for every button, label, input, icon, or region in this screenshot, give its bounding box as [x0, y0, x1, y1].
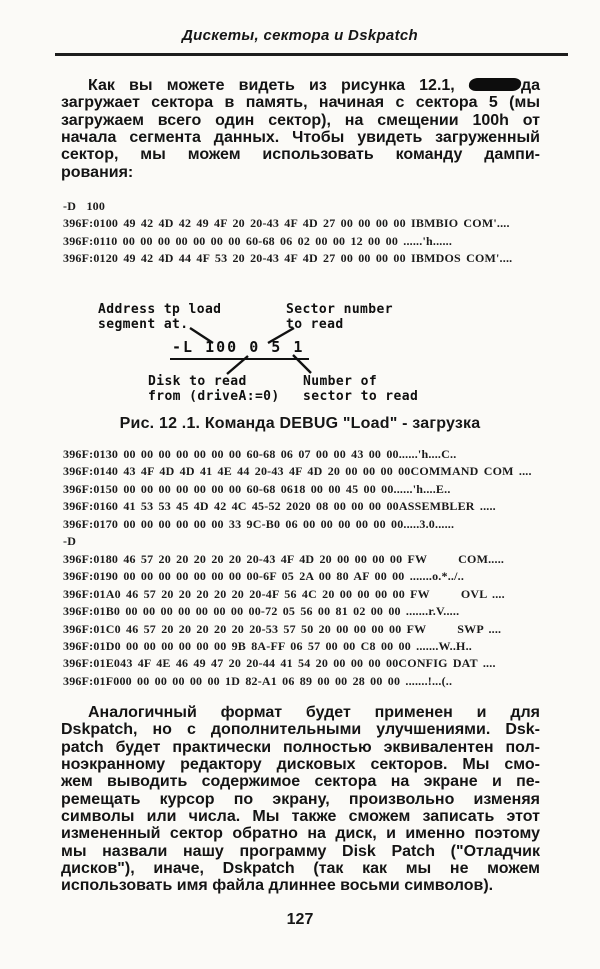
paragraph-line: загружает сектора в память, начиная с сектора 5 (мы: [61, 94, 540, 112]
hex-dump-lines: [63, 551, 532, 691]
paragraph-lines: [61, 94, 540, 181]
label-line: Number of: [303, 374, 378, 389]
hex-line: 396F:01C0 46 57 20 20 20 20 20 20-53 57 50 20 00 00 00 00 FW SWP ....: [63, 621, 502, 636]
label-disk-to-read: [148, 375, 280, 404]
paragraph-line: Dskpatch, но с дополнительными улучшениями. Dsk-: [61, 721, 540, 739]
debug-command: -D: [63, 534, 77, 549]
hex-line: 396F:01A0 46 57 20 20 20 20 20 20-4F 56 4C 20 00 00 00 00 FW OVL ....: [63, 586, 505, 601]
paragraph-line: ремещать курсор по экрану, произвольно изменяя: [61, 790, 540, 808]
label-line: from (driveA:=0): [148, 388, 280, 404]
label-number-of-sector: [303, 375, 418, 404]
hex-line: 396F:01D0 00 00 00 00 00 00 9B 8A-FF 06 57 00 00 C8 00 00 .......W..H..: [63, 638, 472, 653]
hex-dump-2: [63, 446, 532, 690]
hex-line: 396F:0100 49 42 4D 42 49 4F 20 20-43 4F 4D 27 00 00 00 00 IBMBIO COM'....: [63, 216, 510, 231]
hex-line: 396F:0140 43 4F 4D 4D 41 4E 44 20-43 4F 4D 20 00 00 00 00COMMAND COM ....: [63, 464, 532, 479]
paragraph-line: измененный сектор обратно на диск, и именно поэтому: [61, 825, 540, 843]
hex-line: 396F:0120 49 42 4D 44 4F 53 20 20-43 4F 4D 27 00 00 00 00 IBMDOS COM'....: [63, 251, 513, 266]
hex-line: 396F:0160 41 53 53 45 4D 42 4C 45-52 2020 08 00 00 00 00ASSEMBLER .....: [63, 499, 496, 514]
label-address-to-load: [98, 303, 221, 332]
hex-line: 396F:01B0 00 00 00 00 00 00 00 00-72 05 56 00 81 02 00 00 .......r.V.....: [63, 604, 460, 619]
paragraph-line: использовать имя файла длиннее восьми символов).: [61, 877, 494, 895]
paragraph-line: символы или числа. Мы также сможем записать этот: [61, 808, 540, 826]
label-sector-number: [286, 303, 393, 332]
debug-command: -D 100: [63, 199, 106, 213]
figure-caption: Рис. 12 .1. Команда DEBUG "Load" - загрузка: [119, 415, 481, 432]
paragraph-line: загружаем всего один сектор), на смещении 100h от: [61, 111, 540, 129]
paragraph-line: мы назвали нашу программу Disk Patch ("Отладчик: [61, 842, 540, 860]
hex-dump-lines: [63, 446, 532, 533]
hex-line: 396F:0190 00 00 00 00 00 00 00 00-6F 05 2A 00 80 AF 00 00 .......o.*../..: [63, 569, 465, 584]
label-line: to read: [286, 316, 344, 332]
paragraph-dskpatch: [61, 704, 540, 895]
hex-dump-lines: [63, 215, 512, 267]
paragraph-text: да: [520, 77, 540, 94]
hex-line: 396F:0170 00 00 00 00 00 00 33 9C-B0 06 00 00 00 00 00 00.....3.0......: [63, 516, 455, 531]
label-line: Sector number: [286, 302, 393, 317]
page-header: Дискеты, сектора и Dskpatch: [182, 27, 418, 44]
hex-line: 396F:01F000 00 00 00 00 00 1D 82-A1 06 89 00 00 28 00 00 .......!...(..: [63, 673, 453, 688]
header-rule: [55, 53, 568, 56]
hex-line: 396F:0130 00 00 00 00 00 00 00 60-68 06 07 00 00 43 00 00......'h....C..: [63, 447, 457, 461]
hex-line: 396F:0110 00 00 00 00 00 00 00 60-68 06 02 00 00 12 00 00 ......'h......: [63, 233, 453, 248]
paragraph-lines: [61, 704, 540, 895]
paragraph-line: рования:: [61, 163, 134, 181]
paragraph-intro: [61, 77, 540, 181]
ink-smudge: [468, 78, 522, 91]
page-number: 127: [286, 911, 314, 928]
paragraph-line: ноэкранному редактору дисковых секторов. Мы смо-: [61, 756, 540, 774]
paragraph-line: жем выводить содержимое сектора на экране и пе-: [61, 773, 540, 791]
paragraph-text: Как вы можете видеть из рисунка 12.1,: [88, 77, 455, 94]
label-line: sector to read: [303, 388, 419, 404]
hex-line: 396F:0180 46 57 20 20 20 20 20 20-43 4F 4D 20 00 00 00 00 FW COM.....: [63, 551, 505, 566]
paragraph-line: сектор, мы можем использовать команду дампи-: [61, 146, 540, 164]
hex-dump-1: [63, 198, 512, 268]
paragraph-line: начала сегмента данных. Чтобы увидеть загруженный: [61, 129, 540, 147]
figure-debug-load: [90, 299, 500, 409]
hex-line: 396F:0150 00 00 00 00 00 00 00 60-68 0618 00 00 45 00 00......'h....E..: [63, 481, 451, 496]
paragraph-line: patch будет практически полностью эквивалентен пол-: [61, 738, 540, 756]
paragraph-line: Аналогичный формат будет применен и для: [88, 704, 540, 721]
label-line: segment at.: [98, 316, 189, 332]
label-line: Disk to read: [148, 374, 247, 389]
paragraph-line: дисков"), иначе, Dskpatch (так как мы не можем: [61, 860, 540, 878]
hex-line: 396F:01E043 4F 4E 46 49 47 20 20-44 41 54 20 00 00 00 00CONFIG DAT ....: [63, 656, 496, 671]
debug-load-command: -L 100 0 5 1: [170, 338, 309, 360]
paragraph-line: [61, 77, 540, 94]
label-line: Address tp load: [98, 302, 222, 317]
